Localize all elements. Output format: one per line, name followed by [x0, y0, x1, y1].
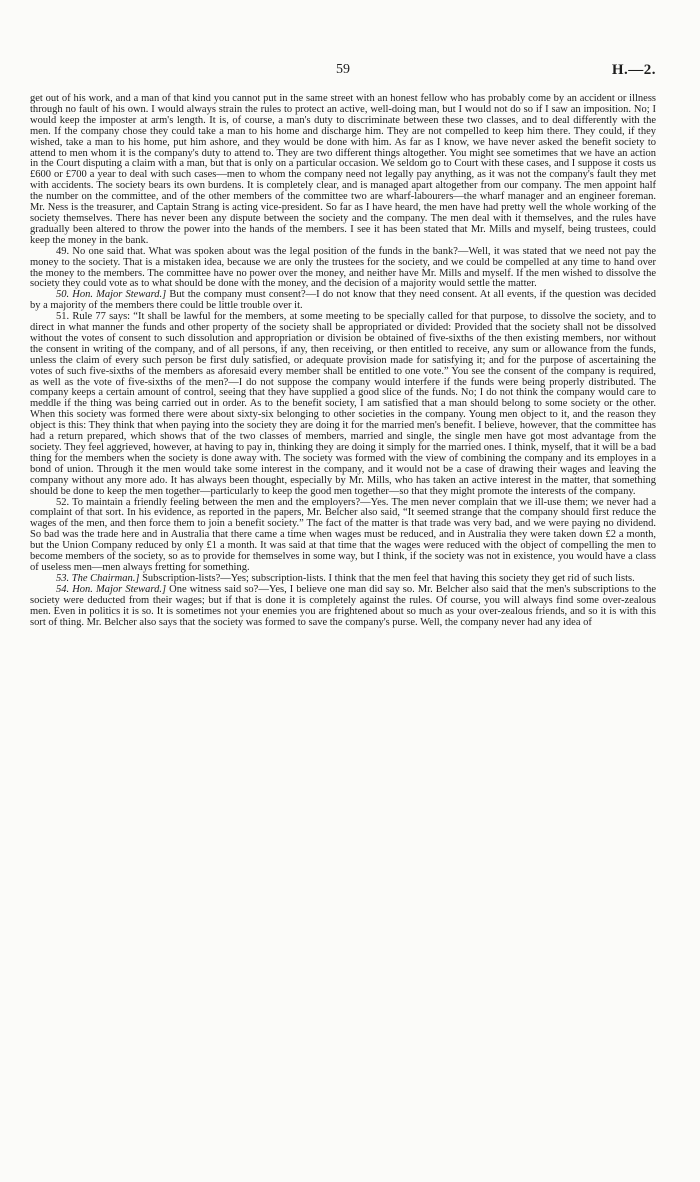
paragraph-text: 49. No one said that. What was spoken about was the legal position of the funds in the bank?—Well, it was stated that we need not pay the money to the society. That is a mistaken idea, because we are only the trustees for the society, and we could be compelled at any time to hand over the money to the members. The committee have no power over the money, and neither have Mr. Mills and myself. If the men wished to dissolve the society they could vote as to what should be done with the money, and the decision of a majority would settle the matter.: [30, 245, 656, 290]
paragraph: [30, 585, 656, 629]
paragraph: [30, 247, 656, 291]
speaker-lead: 50. Hon. Major Steward.]: [56, 289, 167, 301]
paragraph-text: But the company must consent?—I do not know that they need consent. At all events, if the question was decided by a majority of the members there could be little trouble over it.: [30, 289, 656, 312]
page-header: [30, 62, 656, 80]
paragraph-text: get out of his work, and a man of that kind you cannot put in the same street with an honest fellow who has probably come by an accident or illness through no fault of his own. I would always strain the rules to protect an active, well-doing man, but I would not do so if I saw an imposition. No; I would keep the imposter at arm's length. It is, of course, a man's duty to discriminate between these two classes, and to deal differently with the men. If the company chose they could take a man to his home and discharge him. They are not compelled to keep him there. They could, if they wished, take a man to his home, put him ashore, and they would be done with him. As far as I know, we have never asked the benefit society to attend to men whom it is the company's duty to attend to. They are two different things altogether. You might see sometimes that we have an action in the Court disputing a claim with a man, but that is only on a particular occasion. We seldom go to Court with these cases, and I suppose it costs us £600 or £700 a year to deal with such cases—men to whom the company need not legally pay anything, as it was not the company's fault they met with accidents. The society bears its own burdens. It is completely clear, and is managed apart altogether from our company. The men appoint half the number on the committee, and of the other members of the committee two are wharf-labourers—the wharf manager and an engineer foreman. Mr. Ness is the treasurer, and Captain Strang is acting vice-president. So far as I have heard, the men have had pretty well the whole working of the society themselves. There has never been any dispute between the society and the company. The men deal with it themselves, and the rules have gradually been altered to throw the power into the hands of the members. I see it has been stated that Mr. Mills and myself, being trustees, could keep the money in the bank.: [30, 93, 656, 246]
paragraph: [30, 312, 656, 497]
paragraph-text: Subscription-lists?—Yes; subscription-lists. I think that the men feel that having this society they get rid of such lists.: [139, 572, 635, 584]
page-number: 59: [336, 62, 350, 77]
paragraph-text: One witness said so?—Yes, I believe one man did say so. Mr. Belcher also said that the men's subscriptions to the society were deducted from their wages; but if that is done it is completely against the rules. Of course, you will always find some over-zealous men. Even in politics it is so. It is sometimes not your enemies you are frightened about so much as your over-zealous friends, and so it is with this sort of thing. Mr. Belcher also says that the society was formed to save the company's purse. Well, the company never had any idea of: [30, 583, 656, 628]
body-text: [30, 94, 656, 628]
paragraph: [30, 290, 656, 312]
paragraph: [30, 498, 656, 574]
paragraph-text: 51. Rule 77 says: “It shall be lawful for the members, at some meeting to be specially called for that purpose, to dissolve the society, and to direct in what manner the funds and other property of the society shall be appropriated or divided: Provided that the society shall not be dissolved without the votes of consent to such dissolution and appropriation or division be obtained of five-sixths of the then existing members, nor without the consent in writing of the company, and of all persons, if any, then receiving, or then entitled to receive, any sum or allowance from the funds, unless the claim of every such person be first duly satisfied, or adequate provision made for satisfying it; and for the purpose of ascertaining the votes of such five-sixths of the members as aforesaid every member shall be entitled to one vote.” You see the consent of the company is required, as well as the vote of five-sixths of the men?—I do not suppose the company would interfere if the funds were being properly distributed. The company keeps a certain amount of control, seeing that they have supplied a good slice of the funds. No; I do not think the company would care to meddle if the thing was being carried out in order. As to the benefit society, I am satisfied that a man should belong to some society or the other. When this society was formed there were about sixty-six belonging to other societies in the company. Young men object to it, and the reason they object is this: They think that when paying into the society they are doing it for the married men's benefit. I believe, however, that the committee has had a return prepared, which shows that of the two classes of members, married and single, the single men have got most advantage from the society. They feel aggrieved, however, at having to pay in, thinking they are doing it simply for the married ones. I think, myself, that it will be a bad thing for the members when the society is done away with. The society was formed with the view of combining the company and its employes in a bond of union. Through it the men would take some interest in the company, and it would not be a case of drawing their wages and leaving the company without any more ado. It has always been thought, especially by Mr. Mills, who has taken an active interest in the matter, that something should be done to keep the men together—particularly to keep the good men together—so that they might promote the interests of the company.: [30, 311, 656, 497]
speaker-lead: 53. The Chairman.]: [56, 572, 140, 584]
paragraph: [30, 94, 656, 247]
speaker-lead: 54. Hon. Major Steward.]: [56, 583, 167, 595]
sheet-reference: H.—2.: [611, 62, 656, 78]
paragraph-text: 52. To maintain a friendly feeling between the men and the employers?—Yes. The men never complain that we ill-use them; we never had a complaint of that sort. In his evidence, as reported in the papers, Mr. Belcher also said, “It seemed strange that the company should first reduce the wages of the men, and then force them to join a benefit society.” The fact of the matter is that trade was very bad, and we were paying no dividend. So bad was the trade here and in Australia that there came a time when wages must be reduced, and in Australia they were taken down £2 a month, but the Union Company reduced by only £1 a month. It was said at that time that the wages were reduced with the object of compelling the men to become members of the society, so as to provide for themselves in some way, but I think, if the society was not in existence, you would have a class of useless men—men always fretting for something.: [30, 496, 656, 573]
